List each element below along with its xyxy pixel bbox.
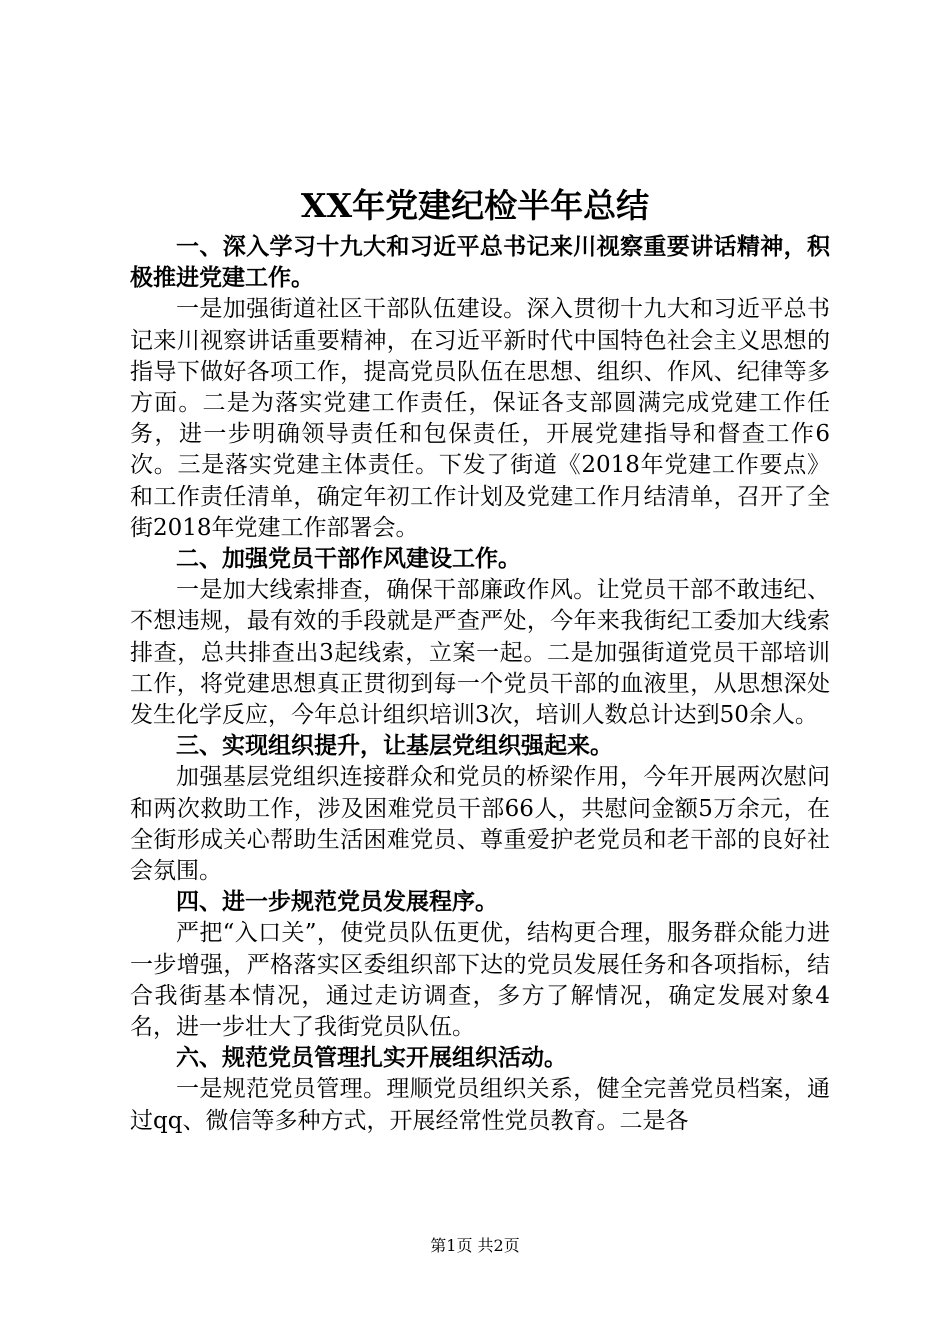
document-title: XX年党建纪检半年总结 bbox=[300, 186, 650, 225]
section-paragraph: 严把“入口关”，使党员队伍更优，结构更合理，服务群众能力进一步增强，严格落实区委组织部下达的党员发展任务和各项指标，结合我街基本情况，通过走访调查，多方了解情况，确定发展对象4名，进一步壮大了我街党员队伍。 bbox=[130, 920, 830, 1041]
section-paragraph: 加强基层党组织连接群众和党员的桥梁作用，今年开展两次慰问和两次救助工作，涉及困难党员干部66人，共慰问金额5万余元，在全街形成关心帮助生活困难党员、尊重爱护老党员和老干部的良好社会氛围。 bbox=[130, 764, 830, 885]
document-body bbox=[130, 232, 830, 1137]
section-paragraph: 一是加强街道社区干部队伍建设。深入贯彻十九大和习近平总书记来川视察讲话重要精神，在习近平新时代中国特色社会主义思想的指导下做好各项工作，提高党员队伍在思想、组织、作风、纪律等多方面。二是为落实党建工作责任，保证各支部圆满完成党建工作任务，进一步明确领导责任和包保责任，开展党建指导和督查工作6次。三是落实党建主体责任。下发了街道《2018年党建工作要点》和工作责任清单，确定年初工作计划及党建工作月结清单，召开了全街2018年党建工作部署会。 bbox=[130, 296, 830, 541]
page-footer: 第1页 共2页 bbox=[430, 1236, 520, 1255]
section-heading: 一、深入学习十九大和习近平总书记来川视察重要讲话精神，积极推进党建工作。 bbox=[130, 234, 830, 292]
section-heading: 六、规范党员管理扎实开展组织活动。 bbox=[176, 1045, 567, 1072]
section-heading: 三、实现组织提升，让基层党组织强起来。 bbox=[176, 733, 613, 760]
section-paragraph: 一是规范党员管理。理顺党员组织关系，健全完善党员档案，通过qq、微信等多种方式，开展经常性党员教育。二是各 bbox=[130, 1076, 830, 1134]
section-heading: 四、进一步规范党员发展程序。 bbox=[176, 889, 498, 916]
section-heading: 二、加强党员干部作风建设工作。 bbox=[176, 546, 521, 573]
section-paragraph: 一是加大线索排查，确保干部廉政作风。让党员干部不敢违纪、不想违规，最有效的手段就是严查严处，今年来我街纪工委加大线索排查，总共排查出3起线索，立案一起。二是加强街道党员干部培训工作，将党建思想真正贯彻到每一个党员干部的血液里，从思想深处发生化学反应，今年总计组织培训3次，培训人数总计达到50余人。 bbox=[130, 577, 830, 729]
